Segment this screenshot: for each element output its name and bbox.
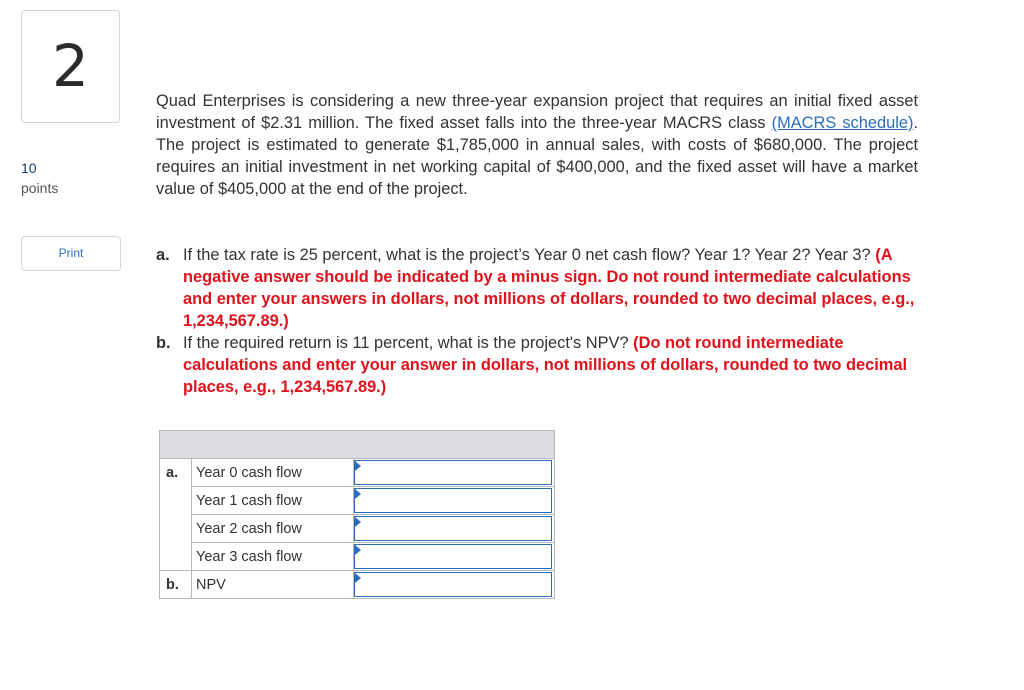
header-cell	[160, 431, 555, 459]
part-instruction: (A negative answer should be indicated by a minus sign. Do not round intermediate calculations and enter your answers in dollars, not millions of dollars, rounded to two decimal places, e.g., 1,234,567.89.)	[183, 246, 915, 330]
question-text	[156, 90, 918, 200]
row-label: Year 0 cash flow	[192, 459, 354, 487]
points-value: 10	[21, 160, 37, 176]
part-a	[156, 244, 918, 332]
row-letter	[160, 543, 192, 571]
year2-cash-flow-input[interactable]	[354, 516, 552, 541]
part-instruction: (Do not round intermediate calculations and enter your answer in dollars, not millions of dollars, rounded to two decimal places, e.g., 1,234,567.89.)	[183, 334, 908, 396]
part-body	[183, 244, 918, 332]
table-row	[160, 543, 555, 571]
year3-cash-flow-input[interactable]	[354, 544, 552, 569]
answer-cell	[354, 459, 555, 487]
table-row	[160, 515, 555, 543]
print-button[interactable]: Print	[21, 236, 121, 271]
year1-cash-flow-input[interactable]	[354, 488, 552, 513]
question-intro-part1: Quad Enterprises is considering a new three-year expansion project that requires an initial fixed asset investment of $2.31 million. The fixed asset falls into the three-year MACRS class	[156, 92, 918, 132]
part-question: If the tax rate is 25 percent, what is the project’s Year 0 net cash flow? Year 1? Year 2? Year 3?	[183, 246, 876, 264]
row-label: NPV	[192, 571, 354, 599]
table-row	[160, 459, 555, 487]
row-letter	[160, 515, 192, 543]
question-parts	[156, 244, 918, 398]
question-number: 2	[52, 32, 89, 100]
answer-table	[159, 430, 555, 599]
row-label: Year 1 cash flow	[192, 487, 354, 515]
part-question: If the required return is 11 percent, what is the project's NPV?	[183, 334, 634, 352]
answer-cell	[354, 571, 555, 599]
question-intro-part2: . The project is estimated to generate $1,785,000 in annual sales, with costs of $680,000. The project requires an initial investment in net working capital of $400,000, and the fixed asset will have a market value of $405,000 at the end of the project.	[156, 114, 918, 198]
table-row	[160, 487, 555, 515]
answer-table-header	[160, 431, 555, 459]
row-letter: a.	[160, 459, 192, 487]
points-label: points	[21, 180, 59, 196]
part-letter: a.	[156, 246, 170, 264]
question-number-box	[21, 10, 120, 123]
row-label: Year 3 cash flow	[192, 543, 354, 571]
table-row	[160, 571, 555, 599]
answer-cell	[354, 515, 555, 543]
answer-cell	[354, 487, 555, 515]
part-letter: b.	[156, 334, 171, 352]
answer-cell	[354, 543, 555, 571]
row-letter	[160, 487, 192, 515]
part-body	[183, 332, 918, 398]
row-letter: b.	[160, 571, 192, 599]
row-label: Year 2 cash flow	[192, 515, 354, 543]
year0-cash-flow-input[interactable]	[354, 460, 552, 485]
part-b	[156, 332, 918, 398]
macrs-schedule-link[interactable]: (MACRS schedule)	[771, 114, 914, 132]
npv-input[interactable]	[354, 572, 552, 597]
